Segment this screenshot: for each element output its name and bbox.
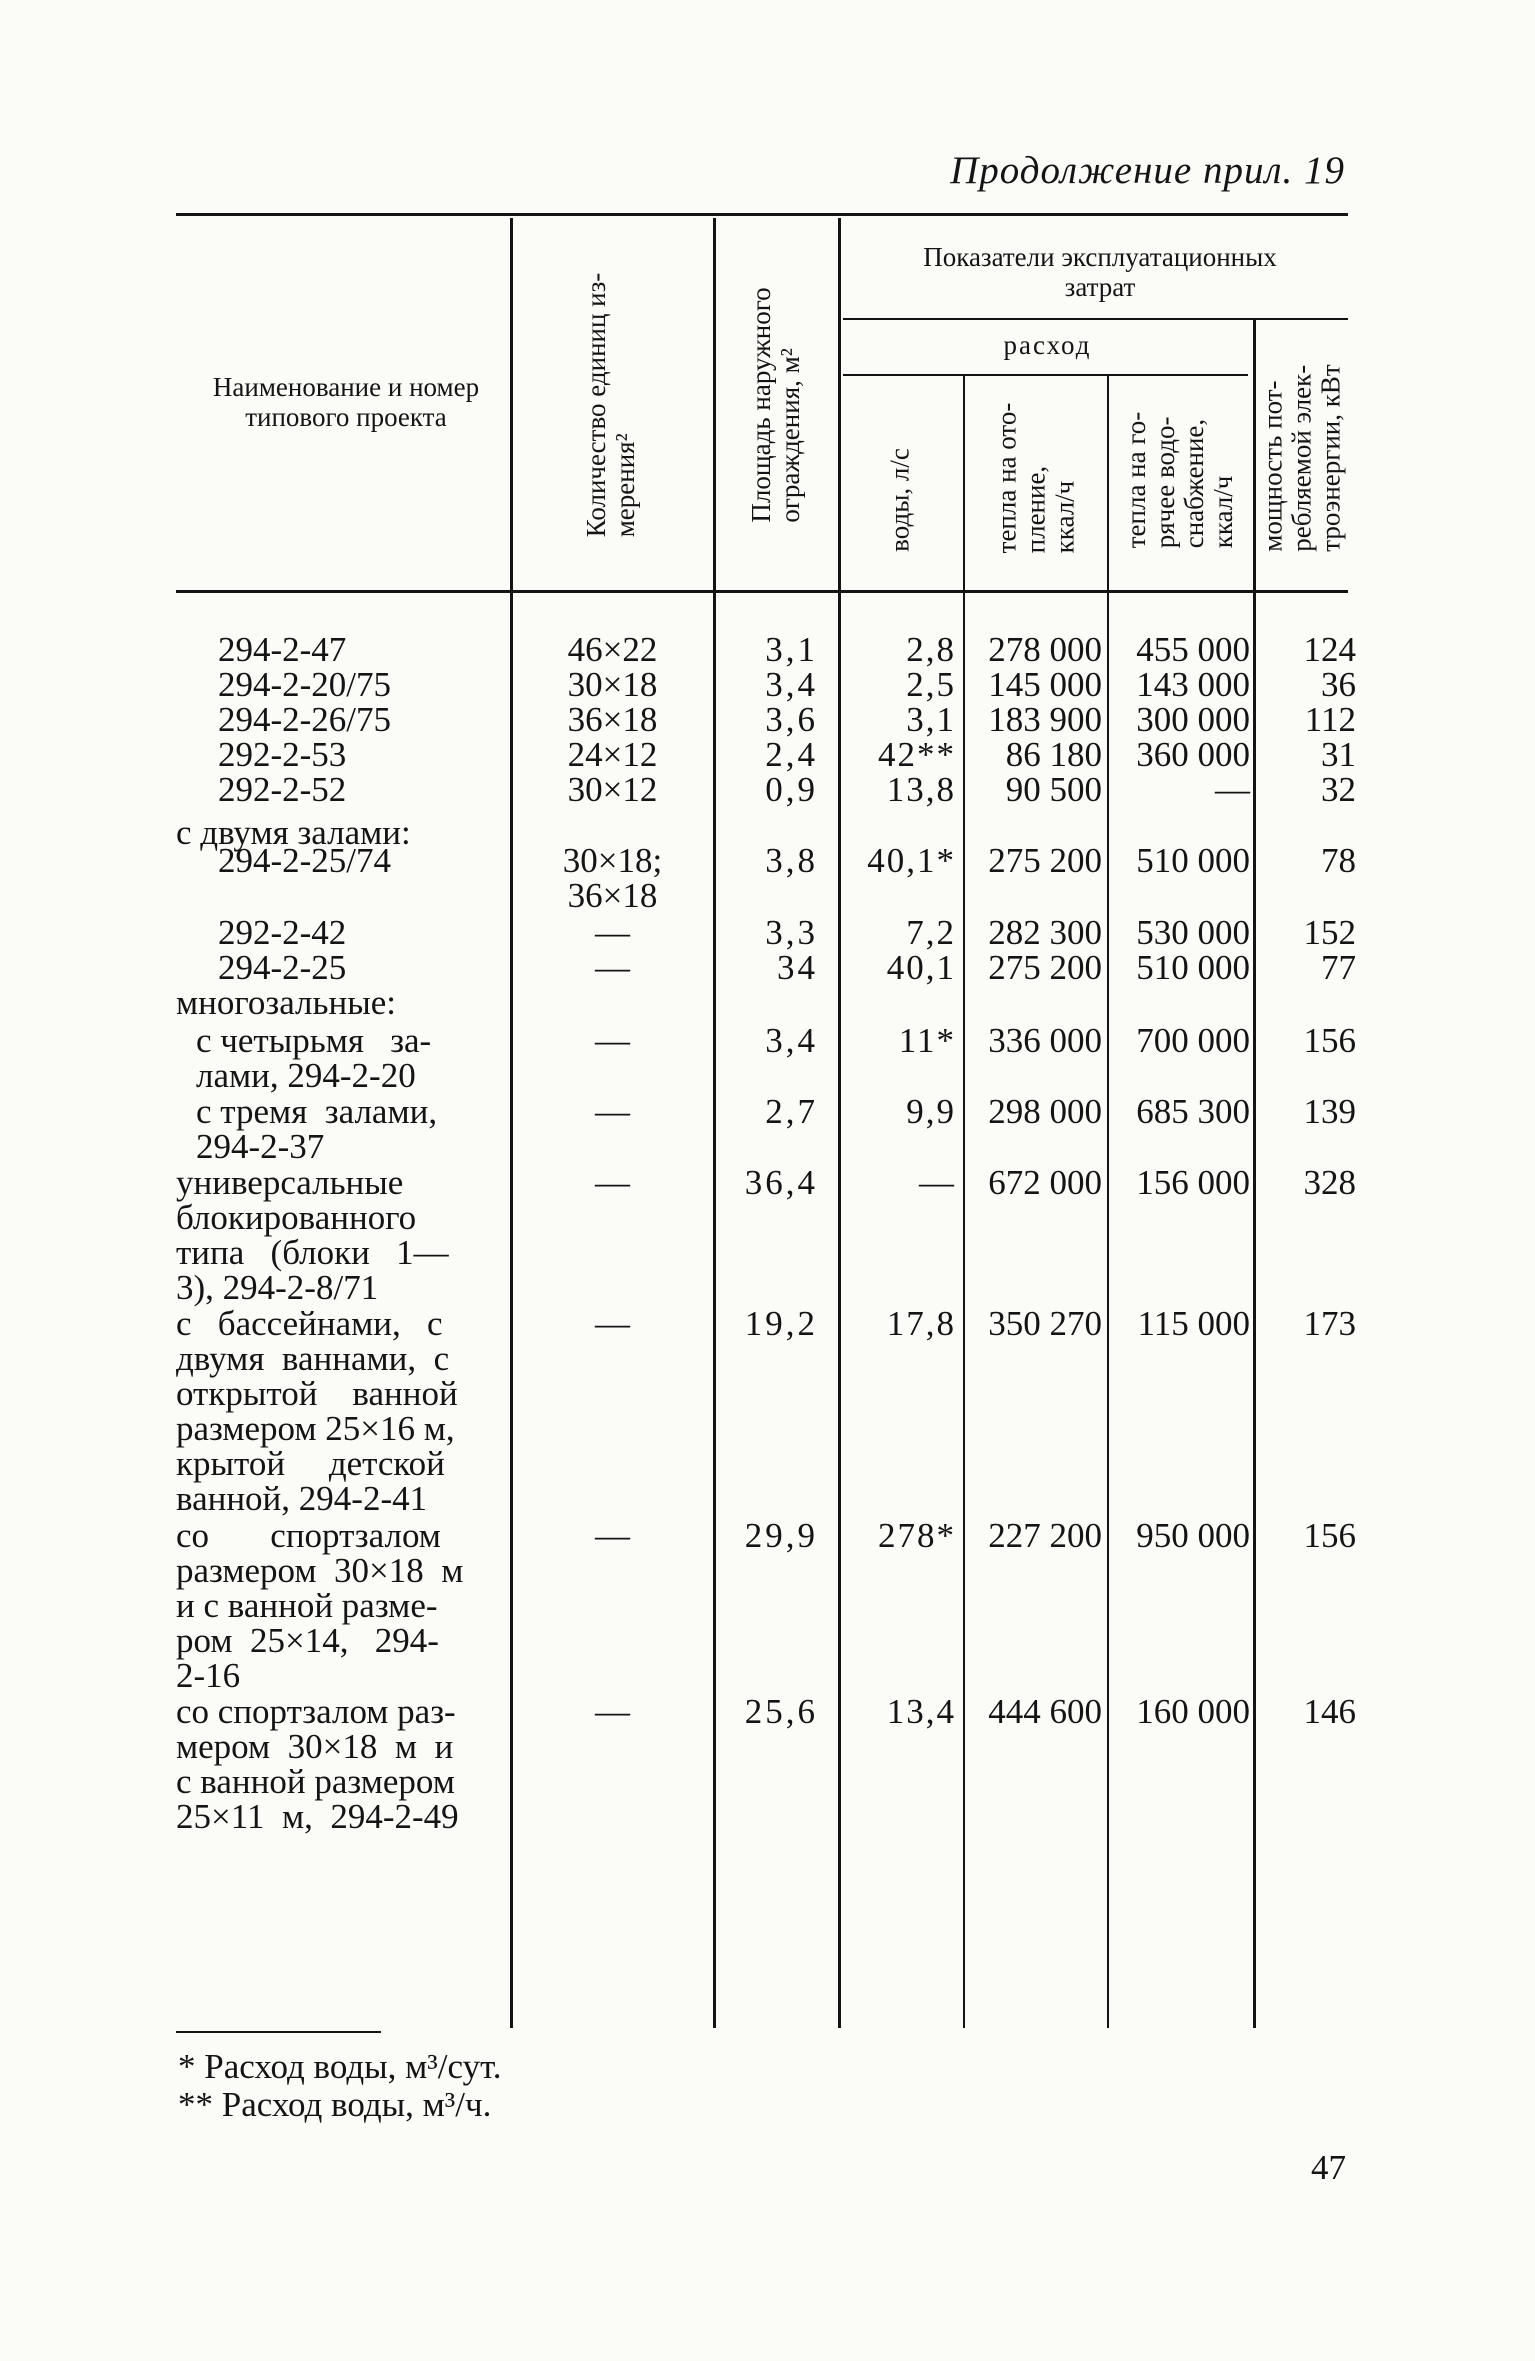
row-water: 13,4 <box>886 1692 956 1731</box>
row-power: 112 <box>1304 700 1356 739</box>
row-water: 40,1 <box>886 948 956 987</box>
row-name <box>176 772 496 807</box>
row-heating: 227 200 <box>988 1516 1102 1555</box>
footnote-rule <box>176 2031 381 2033</box>
row-area: 3,3 <box>765 913 818 952</box>
row-hot-water: 700 000 <box>1136 1021 1250 1060</box>
row-name-line: 294-2-37 <box>196 1127 325 1166</box>
col-divider-1 <box>510 218 513 2028</box>
row-name <box>176 985 496 1020</box>
row-area: 2,4 <box>765 735 818 774</box>
row-area: 3,8 <box>765 841 818 880</box>
row-name-line: 292-2-42 <box>218 913 347 952</box>
row-unit-size: — <box>595 948 630 987</box>
row-name <box>176 737 496 772</box>
row-water: 11* <box>898 1021 956 1060</box>
row-heating: 183 900 <box>988 700 1102 739</box>
row-unit-size: 36×18 <box>567 700 658 739</box>
row-name-line: со спортзалом раз- <box>176 1692 456 1731</box>
row-unit-size: — <box>595 1092 630 1131</box>
row-heating: 275 200 <box>988 948 1102 987</box>
row-name-line: размером 25×16 м, <box>176 1409 455 1448</box>
row-water: 278* <box>878 1516 956 1555</box>
row-hot-water: 360 000 <box>1136 735 1250 774</box>
col-divider-4 <box>963 376 965 2028</box>
header-name-column: Наименование и номер типового проекта <box>212 372 480 432</box>
row-name-line: многозальные: <box>176 983 396 1022</box>
row-power: 173 <box>1303 1304 1356 1343</box>
row-name-line: 294-2-26/75 <box>218 700 392 739</box>
row-name <box>176 632 496 667</box>
row-hot-water: 160 000 <box>1136 1692 1250 1731</box>
row-name-line: со спортзалом <box>176 1516 441 1555</box>
row-name <box>176 843 496 878</box>
row-name-line: 294-2-47 <box>218 630 347 669</box>
row-name-line: с четырьмя за- <box>196 1021 432 1060</box>
row-hot-water: 530 000 <box>1136 913 1250 952</box>
row-heating: 278 000 <box>988 630 1102 669</box>
row-name <box>176 702 496 737</box>
row-area: 3,6 <box>765 700 818 739</box>
footnote-1: * Расход воды, м³/сут. <box>178 2047 502 2086</box>
row-hot-water: — <box>1215 770 1250 809</box>
row-unit-size: — <box>595 1304 630 1343</box>
row-name-line: 3), 294-2-8/71 <box>176 1268 379 1307</box>
row-unit-size: 30×12 <box>567 770 658 809</box>
row-name-line: открытой ванной <box>176 1374 458 1413</box>
row-unit-size: 24×12 <box>567 735 658 774</box>
row-hot-water: 510 000 <box>1136 841 1250 880</box>
row-hot-water: 115 000 <box>1137 1304 1250 1343</box>
row-water: 3,1 <box>906 700 956 739</box>
row-area: 36,4 <box>744 1163 818 1202</box>
row-name-line: и с ванной разме- <box>176 1586 438 1625</box>
row-hot-water: 950 000 <box>1136 1516 1250 1555</box>
row-water: 40,1* <box>867 841 956 880</box>
row-area: 25,6 <box>744 1692 818 1731</box>
row-name <box>176 1165 496 1305</box>
row-name-line: универсальные <box>176 1163 404 1202</box>
row-power: 32 <box>1321 770 1356 809</box>
consumption-divider-rule <box>843 374 1248 376</box>
col-divider-2 <box>713 218 716 2028</box>
row-name-line: двумя ваннами, с <box>176 1339 450 1378</box>
row-name <box>176 667 496 702</box>
header-hot-water-column: тепла на го- рячее водо- снабжение, ккал/ч <box>1121 411 1238 549</box>
row-name-line: с ванной размером <box>176 1762 455 1801</box>
row-name-line: 292-2-53 <box>218 735 347 774</box>
row-name-line: размером 30×18 м <box>176 1551 464 1590</box>
row-power: 156 <box>1303 1516 1356 1555</box>
row-name-line: ром 25×14, 294- <box>176 1621 439 1660</box>
row-water: 9,9 <box>906 1092 956 1131</box>
row-unit-size: 30×18 <box>567 665 658 704</box>
row-name <box>176 915 496 950</box>
row-name-line: с бассейнами, с <box>176 1304 443 1343</box>
row-heating: 275 200 <box>988 841 1102 880</box>
header-power-column: мощность пот- ребляемой элек- троэнергии, кВт <box>1257 364 1346 552</box>
row-area: 0,9 <box>765 770 818 809</box>
row-heating: 90 500 <box>1005 770 1102 809</box>
row-area: 29,9 <box>744 1516 818 1555</box>
header-area-column: Площадь наружного ограждения, м² <box>746 287 805 523</box>
row-water: 42** <box>878 735 956 774</box>
row-area: 19,2 <box>744 1304 818 1343</box>
row-heating: 672 000 <box>988 1163 1102 1202</box>
row-water: 2,8 <box>906 630 956 669</box>
row-unit-size: — <box>595 1516 630 1555</box>
row-heating: 350 270 <box>988 1304 1102 1343</box>
row-unit-size: — <box>595 1021 630 1060</box>
row-water: 17,8 <box>886 1304 956 1343</box>
row-water: — <box>919 1163 956 1202</box>
row-name-line: 25×11 м, 294-2-49 <box>176 1797 459 1836</box>
page-number: 47 <box>1311 2148 1346 2187</box>
row-hot-water: 156 000 <box>1136 1163 1250 1202</box>
row-heating: 86 180 <box>1005 735 1102 774</box>
col-divider-6 <box>1253 320 1256 2028</box>
row-water: 7,2 <box>906 913 956 952</box>
row-name-line: 2-16 <box>176 1656 241 1695</box>
row-area: 3,1 <box>765 630 818 669</box>
row-name-line: с тремя залами, <box>196 1092 438 1131</box>
row-name-line: 292-2-52 <box>218 770 347 809</box>
row-heating: 298 000 <box>988 1092 1102 1131</box>
row-hot-water: 143 000 <box>1136 665 1250 704</box>
row-name <box>176 1023 496 1093</box>
row-area: 34 <box>777 948 818 987</box>
row-name-line: блокированного <box>176 1198 417 1237</box>
row-power: 124 <box>1303 630 1356 669</box>
row-water: 2,5 <box>906 665 956 704</box>
row-power: 156 <box>1303 1021 1356 1060</box>
row-name-line: ванной, 294-2-41 <box>176 1479 428 1518</box>
row-power: 328 <box>1303 1163 1356 1202</box>
row-name <box>176 1518 496 1693</box>
costs-divider-rule <box>843 318 1348 320</box>
row-name-line: мером 30×18 м и <box>176 1727 454 1766</box>
row-name-line: 294-2-20/75 <box>218 665 392 704</box>
row-unit-size: 46×22 <box>567 630 658 669</box>
row-water: 13,8 <box>886 770 956 809</box>
footnote-2: ** Расход воды, м³/ч. <box>178 2085 492 2124</box>
row-power: 146 <box>1303 1692 1356 1731</box>
row-unit-size: — <box>595 1692 630 1731</box>
header-costs-group: Показатели эксплуатационных затрат <box>923 242 1277 302</box>
header-consumption-group: расход <box>1003 330 1092 360</box>
row-hot-water: 685 300 <box>1136 1092 1250 1131</box>
row-unit-size: — <box>595 1163 630 1202</box>
row-hot-water: 510 000 <box>1136 948 1250 987</box>
row-power: 77 <box>1321 948 1356 987</box>
col-divider-5 <box>1107 376 1109 2028</box>
row-name-line: крытой детской <box>176 1444 445 1483</box>
row-name-line: 294-2-25/74 <box>218 841 392 880</box>
row-power: 78 <box>1321 841 1356 880</box>
row-power: 152 <box>1303 913 1356 952</box>
row-heating: 282 300 <box>988 913 1102 952</box>
row-name <box>176 1306 496 1516</box>
header-bottom-rule <box>176 590 1348 593</box>
table-top-rule <box>176 213 1348 216</box>
row-name <box>176 1094 496 1164</box>
row-name-line: типа (блоки 1— <box>176 1233 449 1272</box>
row-name <box>176 950 496 985</box>
row-hot-water: 455 000 <box>1136 630 1250 669</box>
row-name-line: с двумя залами: <box>176 813 411 852</box>
row-power: 31 <box>1321 735 1356 774</box>
row-heating: 444 600 <box>988 1692 1102 1731</box>
row-unit-size: — <box>595 913 630 952</box>
row-name-line: лами, 294-2-20 <box>196 1056 416 1095</box>
continuation-header: Продолжение прил. 19 <box>950 149 1345 192</box>
row-heating: 145 000 <box>988 665 1102 704</box>
row-hot-water: 300 000 <box>1136 700 1250 739</box>
row-power: 36 <box>1321 665 1356 704</box>
row-area: 3,4 <box>765 665 818 704</box>
row-area: 2,7 <box>765 1092 818 1131</box>
row-name <box>176 1694 496 1834</box>
row-name-line: 294-2-25 <box>218 948 347 987</box>
row-area: 3,4 <box>765 1021 818 1060</box>
row-heating: 336 000 <box>988 1021 1102 1060</box>
row-unit-size: 30×18; 36×18 <box>562 841 663 915</box>
header-size-column: Количество единиц из- мерения² <box>581 272 640 538</box>
row-power: 139 <box>1303 1092 1356 1131</box>
header-heating-column: тепла на ото- пление, ккал/ч <box>991 402 1080 554</box>
header-water-column: воды, л/с <box>884 448 915 552</box>
